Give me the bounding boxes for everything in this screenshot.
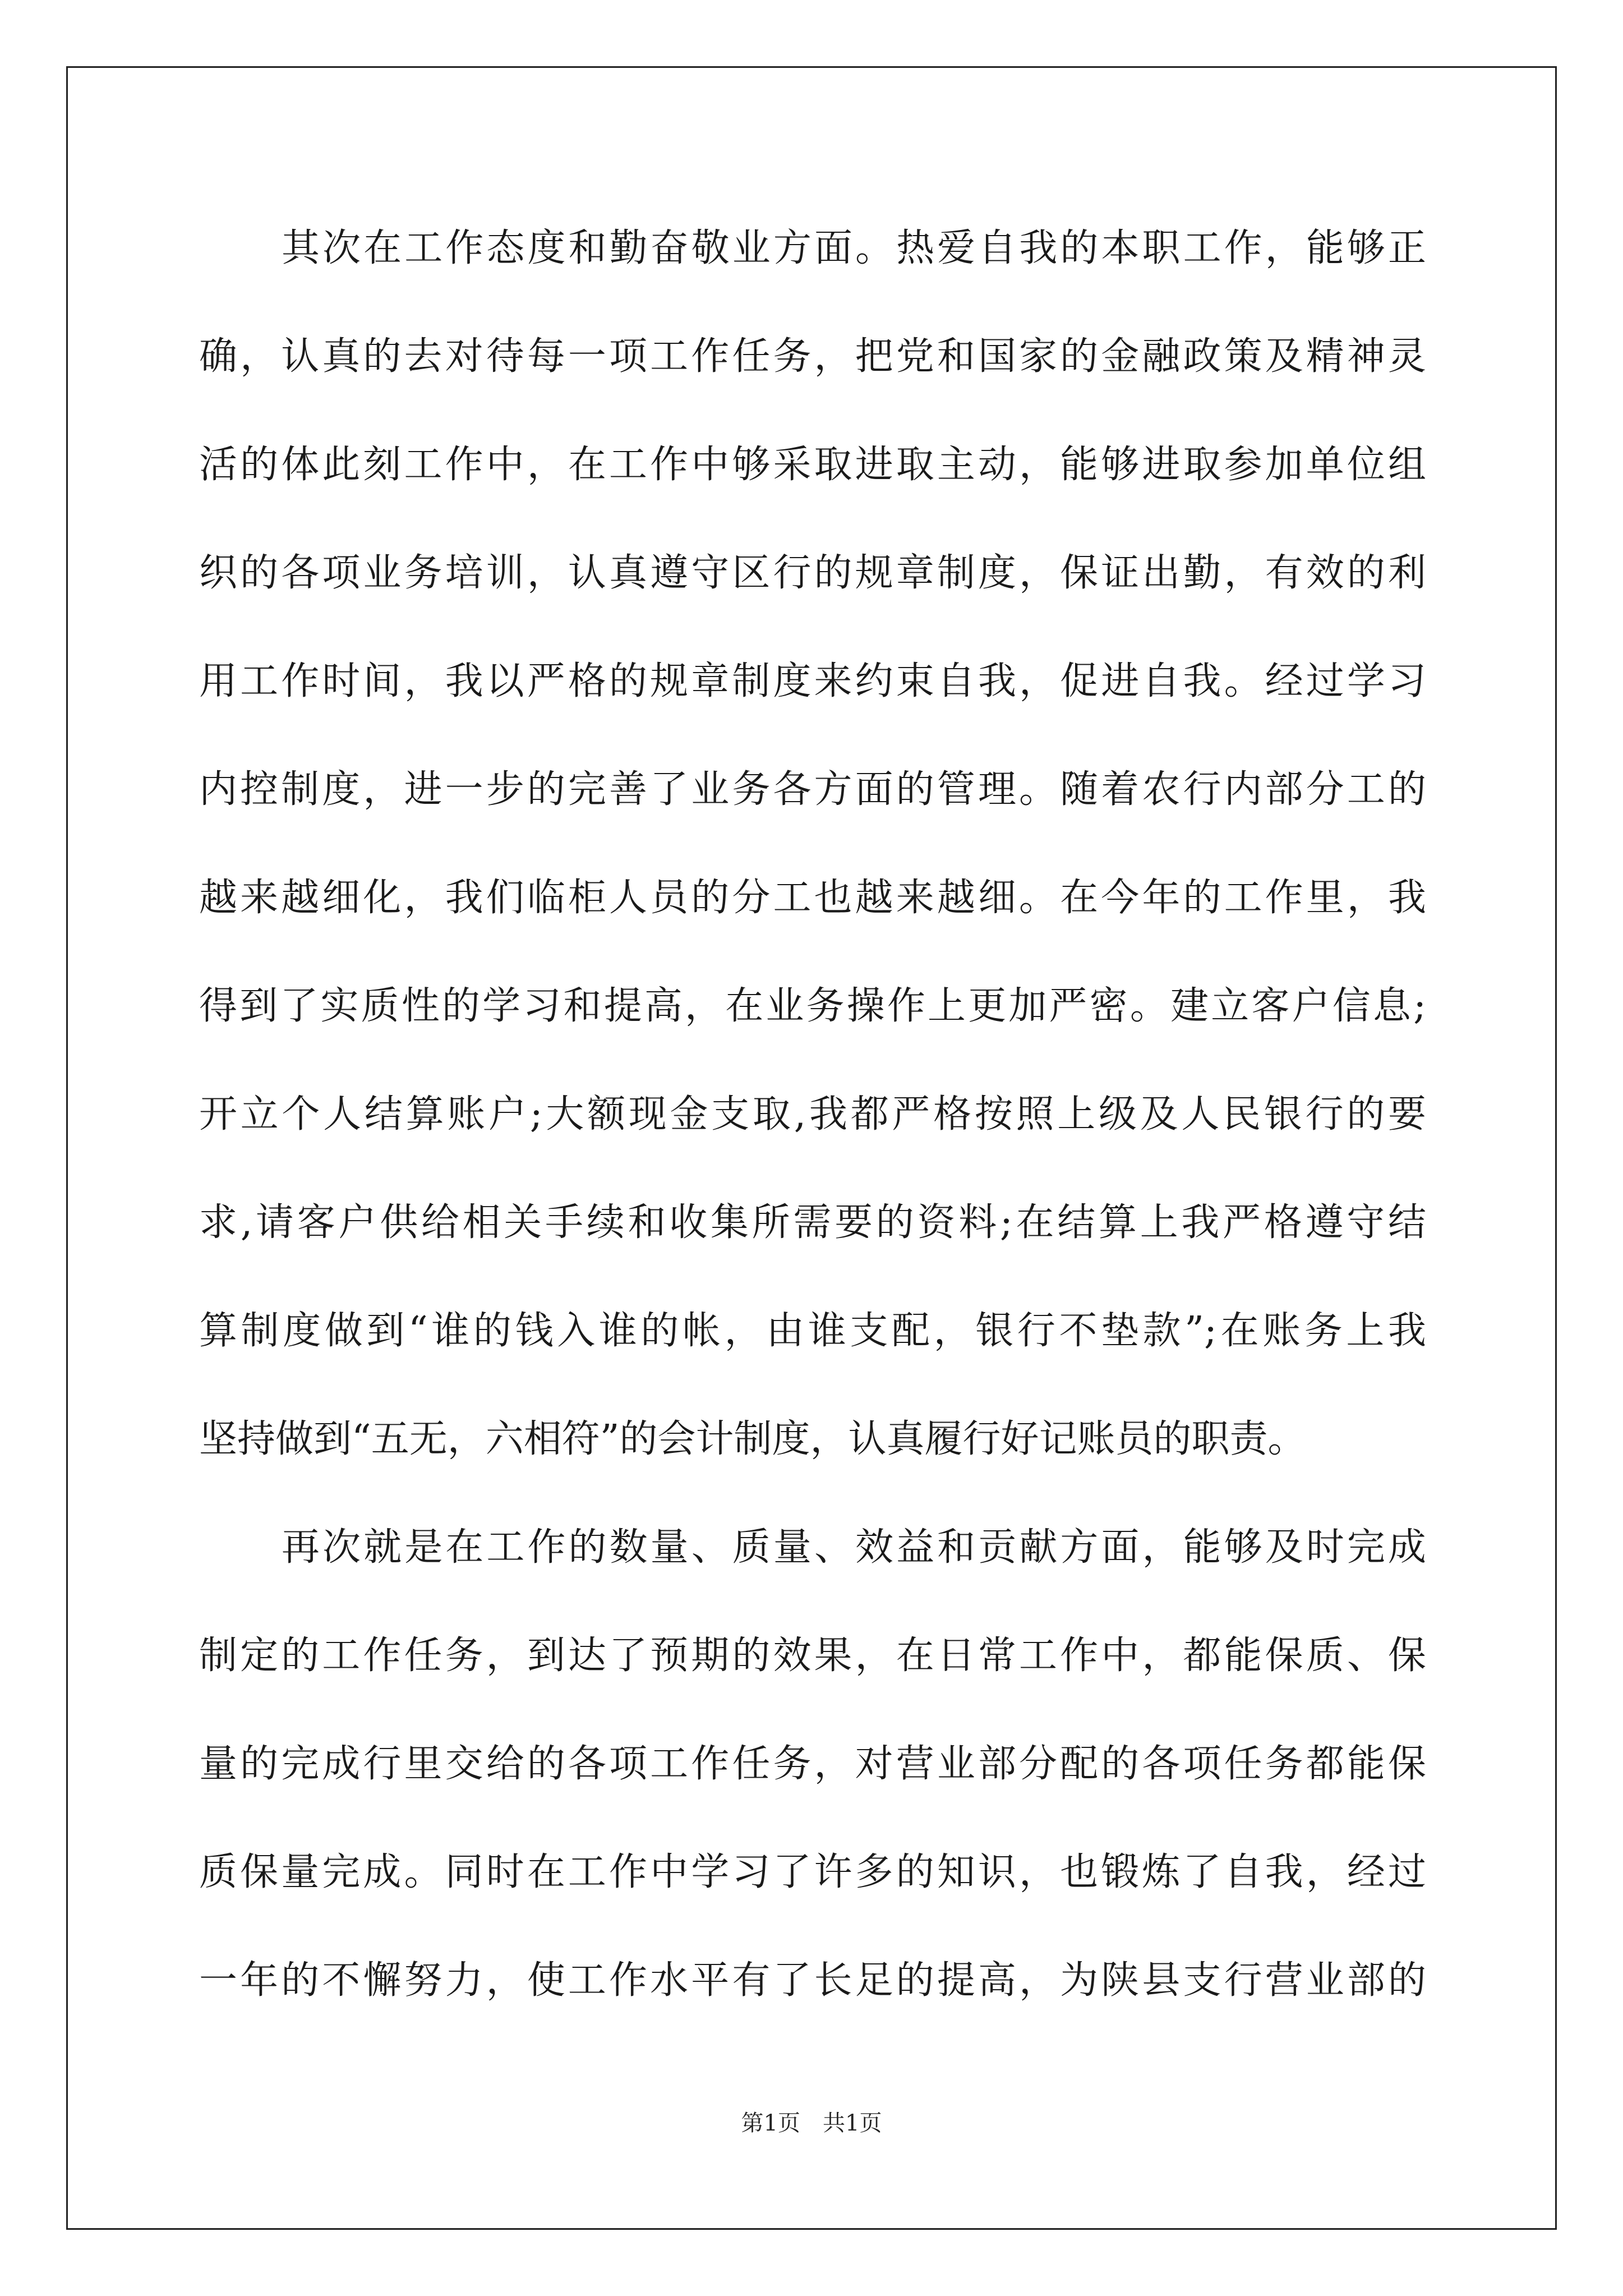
body-text-line: 一年的不懈努力，使工作水平有了长足的提高，为陕县支行营业部的	[199, 1958, 1426, 2003]
body-text-line: 活的体此刻工作中，在工作中够采取进取主动，能够进取参加单位组	[199, 443, 1426, 487]
body-text-line: 得到了实质性的学习和提高，在业务操作上更加严密。建立客户信息;	[199, 984, 1426, 1028]
body-text-line: 算制度做到“谁的钱入谁的帐，由谁支配，银行不垫款”;在账务上我	[199, 1309, 1426, 1353]
body-text-line: 求,请客户供给相关手续和收集所需要的资料;在结算上我严格遵守结	[199, 1200, 1426, 1245]
body-text-line: 其次在工作态度和勤奋敬业方面。热爱自我的本职工作，能够正	[282, 226, 1426, 270]
body-text-line: 织的各项业务培训，认真遵守区行的规章制度，保证出勤，有效的利	[199, 551, 1426, 595]
body-text-line: 越来越细化，我们临柜人员的分工也越来越细。在今年的工作里，我	[199, 876, 1426, 920]
body-text-line: 再次就是在工作的数量、质量、效益和贡献方面，能够及时完成	[282, 1525, 1426, 1570]
body-text-line: 确，认真的去对待每一项工作任务，把党和国家的金融政策及精神灵	[199, 334, 1426, 379]
body-text-line: 内控制度，进一步的完善了业务各方面的管理。随着农行内部分工的	[199, 767, 1426, 812]
body-text-line: 坚持做到“五无，六相符”的会计制度，认真履行好记账员的职责。	[199, 1417, 1306, 1461]
body-text-line: 质保量完成。同时在工作中学习了许多的知识，也锻炼了自我，经过	[199, 1850, 1426, 1894]
body-text-line: 用工作时间，我以严格的规章制度来约束自我，促进自我。经过学习	[199, 659, 1426, 703]
body-text-line: 制定的工作任务，到达了预期的效果，在日常工作中，都能保质、保	[199, 1634, 1426, 1678]
body-text-line: 开立个人结算账户;大额现金支取,我都严格按照上级及人民银行的要	[199, 1092, 1426, 1137]
page-number-footer: 第1页 共1页	[741, 2110, 882, 2136]
body-text-line: 量的完成行里交给的各项工作任务，对营业部分配的各项任务都能保	[199, 1742, 1426, 1786]
